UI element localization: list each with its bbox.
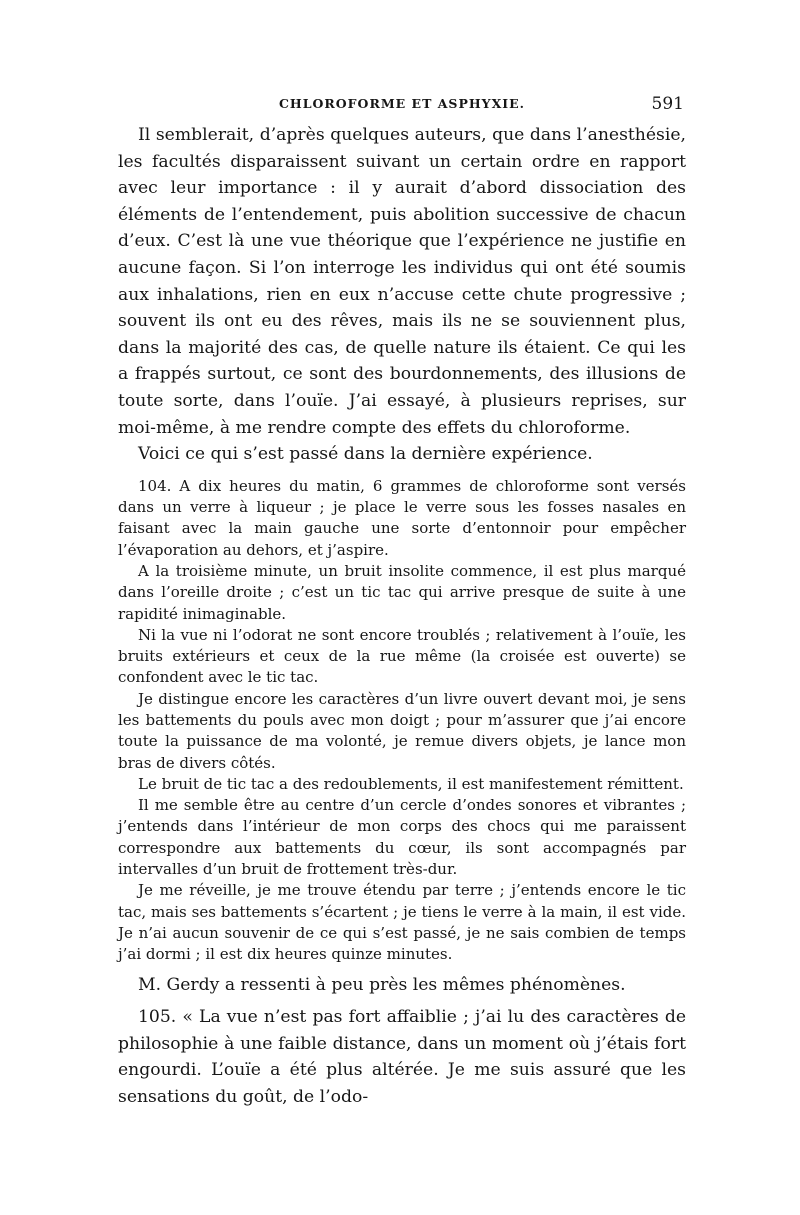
- experience-paragraph: Il me semble être au centre d’un cercle d’ondes sonores et vibrantes ; j’entends dans l’intérieur de mon corps des chocs qui me paraissent correspondre aux battements du cœur, ils sont accompagnés par intervalles d’un bruit de frottement très-dur.: [118, 796, 686, 879]
- experience-104-section: [118, 476, 686, 966]
- intro-paragraph: Voici ce qui s’est passé dans la dernière expérience.: [138, 444, 593, 465]
- page-number: 591: [651, 94, 684, 114]
- experience-paragraph: 104. A dix heures du matin, 6 grammes de chloroforme sont versés dans un verre à liqueur ; je place le verre sous les fosses nasales en faisant avec la main gauche une sorte d’entonnoir pour empêcher l’évaporation au dehors, et j’aspire.: [118, 476, 686, 559]
- intro-paragraph: Il semblerait, d’après quelques auteurs, que dans l’anesthésie, les facultés disparaissent suivant un certain ordre en rapport avec leur importance : il y aurait d’abord dissociation des éléments de l’entendement, puis abolition successive de chacun d’eux. C’est là une vue théorique que l’expérience ne justifie en aucune façon. Si l’on interroge les individus qui ont été soumis aux inhalations, rien en eux n’accuse cette chute progressive ; souvent ils ont eu des rêves, mais ils ne se souviennent plus, dans la majorité des cas, de quelle nature ils étaient. Ce qui les a frappés surtout, ce sont des bourdonnements, des illusions de toute sorte, dans l’ouïe. J’ai essayé, à plusieurs reprises, sur moi-même, à me rendre compte des effets du chloroforme.: [118, 125, 686, 438]
- intro-section: [118, 122, 686, 468]
- experience-paragraph: Je me réveille, je me trouve étendu par terre ; j’entends encore le tic tac, mais ses battements s’écartent ; je tiens le verre à la main, il est vide. Je n’ai aucun souvenir de ce qui s’est passé, je ne sais combien de temps j’ai dormi ; il est dix heures quinze minutes.: [118, 881, 686, 964]
- gerdy-heading: M. Gerdy a ressenti à peu près les mêmes phénomènes.: [138, 974, 626, 995]
- experience-105-section: [118, 1004, 686, 1110]
- running-header: [118, 96, 686, 118]
- book-page: [118, 96, 686, 1111]
- experience-paragraph: Le bruit de tic tac a des redoublements, il est manifestement rémittent.: [138, 774, 684, 793]
- gerdy-section: [118, 972, 686, 999]
- experience-paragraph: 105. « La vue n’est pas fort affaiblie ; j’ai lu des caractères de philosophie à une faible distance, dans un moment où j’étais fort engourdi. L’ouïe a été plus altérée. Je me suis assuré que les sensations du goût, de l’odo-: [118, 1007, 686, 1107]
- experience-paragraph: A la troisième minute, un bruit insolite commence, il est plus marqué dans l’oreille droite ; c’est un tic tac qui arrive presque de suite à une rapidité inimaginable.: [118, 561, 686, 623]
- experience-paragraph: Je distingue encore les caractères d’un livre ouvert devant moi, je sens les battements du pouls avec mon doigt ; pour m’assurer que j’ai encore toute la puissance de ma volonté, je remue divers objets, je lance mon bras de divers côtés.: [118, 689, 686, 772]
- running-title: CHLOROFORME ET ASPHYXIE.: [278, 96, 526, 111]
- experience-paragraph: Ni la vue ni l’odorat ne sont encore troublés ; relativement à l’ouïe, les bruits extérieurs et ceux de la rue même (la croisée est ouverte) se confondent avec le tic tac.: [118, 625, 686, 687]
